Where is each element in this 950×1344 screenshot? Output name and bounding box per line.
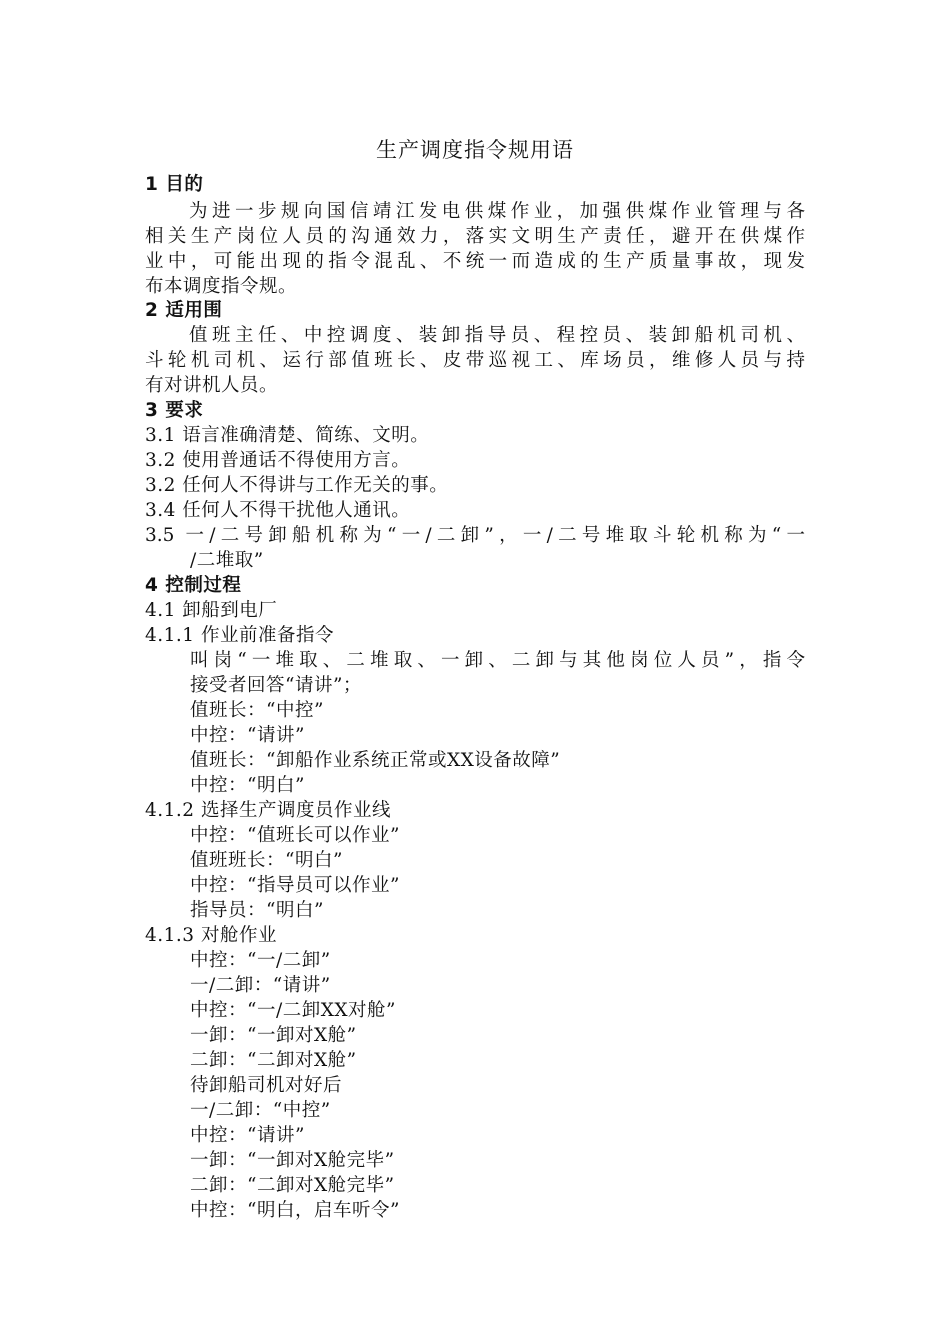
- paragraph-line: 为进一步规向国信靖江发电供煤作业，加强供煤作业管理与各: [189, 201, 805, 222]
- requirement-item: 3.5 一/二号卸船机称为“一/二卸”，一/二号堆取斗轮机称为“一: [145, 525, 805, 546]
- dialogue-line: 一卸：“一卸对X舱完毕”: [190, 1150, 395, 1171]
- paragraph-line: 有对讲机人员。: [145, 375, 279, 396]
- dialogue-line: 一/二卸：“请讲”: [190, 975, 331, 996]
- dialogue-line: 中控：“明白”: [190, 775, 305, 796]
- dialogue-line: 中控：“明白，启车听令”: [190, 1200, 400, 1221]
- dialogue-line: 中控：“一/二卸XX对舱”: [190, 1000, 396, 1021]
- requirement-item-continued: /二堆取”: [190, 550, 264, 571]
- dialogue-line: 待卸船司机对好后: [190, 1075, 343, 1096]
- dialogue-line: 中控：“请讲”: [190, 1125, 305, 1146]
- dialogue-line: 值班班长：“明白”: [190, 850, 343, 871]
- subsection-heading: 4.1.2 选择生产调度员作业线: [145, 800, 391, 821]
- dialogue-line: 二卸：“二卸对X舱完毕”: [190, 1175, 395, 1196]
- dialogue-line: 接受者回答“请讲”；: [190, 675, 362, 696]
- dialogue-line: 一卸：“一卸对X舱”: [190, 1025, 357, 1046]
- subsection-heading: 4.1 卸船到电厂: [145, 600, 278, 621]
- requirement-item: 3.2 任何人不得讲与工作无关的事。: [145, 475, 449, 496]
- paragraph-line: 业中，可能出现的指令混乱、不统一而造成的生产质量事故，现发: [145, 251, 805, 272]
- dialogue-line: 二卸：“二卸对X舱”: [190, 1050, 357, 1071]
- paragraph-line: 值班主任、中控调度、装卸指导员、程控员、装卸船机司机、: [189, 325, 805, 346]
- paragraph-line: 布本调度指令规。: [145, 276, 298, 297]
- requirement-item: 3.2 使用普通话不得使用方言。: [145, 450, 411, 471]
- paragraph-line: 斗轮机司机、运行部值班长、皮带巡视工、库场员，维修人员与持: [145, 350, 805, 371]
- paragraph-line: 相关生产岗位人员的沟通效力，落实文明生产责任，避开在供煤作: [145, 226, 805, 247]
- dialogue-line: 指导员：“明白”: [190, 900, 324, 921]
- dialogue-line: 中控：“值班长可以作业”: [190, 825, 400, 846]
- dialogue-line: 中控：“请讲”: [190, 725, 305, 746]
- subsection-heading: 4.1.1 作业前准备指令: [145, 625, 334, 646]
- dialogue-line: 值班长：“卸船作业系统正常或XX设备故障”: [190, 750, 561, 771]
- dialogue-line: 值班长：“中控”: [190, 700, 324, 721]
- dialogue-line: 中控：“一/二卸”: [190, 950, 331, 971]
- requirement-item: 3.1 语言准确清楚、简练、文明。: [145, 425, 430, 446]
- section-heading-purpose: 1 目的: [145, 174, 204, 195]
- section-heading-control-process: 4 控制过程: [145, 575, 242, 596]
- requirement-item: 3.4 任何人不得干扰他人通讯。: [145, 500, 411, 521]
- dialogue-line: 中控：“指导员可以作业”: [190, 875, 400, 896]
- page-title: 生产调度指令规用语: [376, 138, 574, 162]
- section-heading-scope: 2 适用围: [145, 300, 223, 321]
- section-heading-requirements: 3 要求: [145, 400, 204, 421]
- dialogue-line: 叫岗“一堆取、二堆取、一卸、二卸与其他岗位人员”，指令: [190, 650, 805, 671]
- dialogue-line: 一/二卸：“中控”: [190, 1100, 331, 1121]
- subsection-heading: 4.1.3 对舱作业: [145, 925, 277, 946]
